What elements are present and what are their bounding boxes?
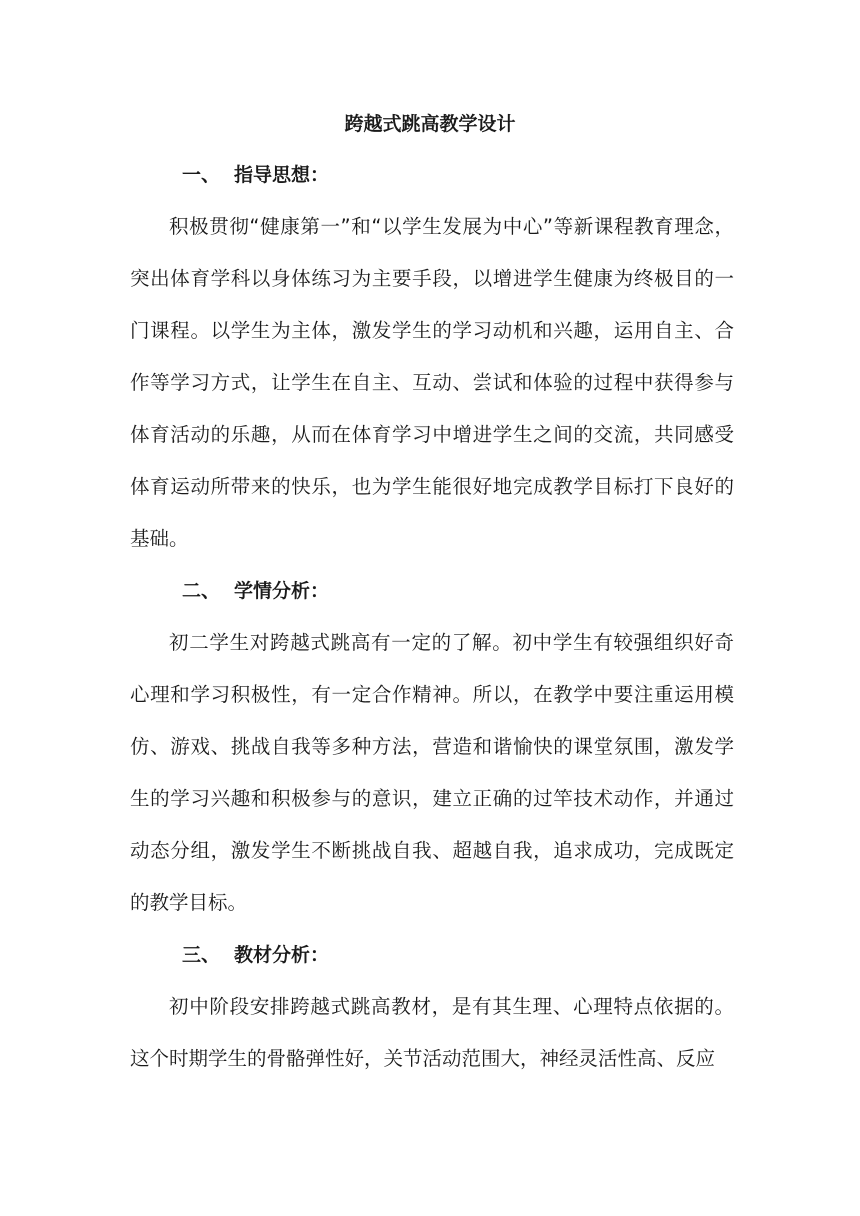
section-heading-text: 指导思想： [234,164,330,186]
section-paragraph: 初中阶段安排跨越式跳高教材，是有其生理、心理特点依据的。这个时期学生的骨骼弹性好，关节活动范围大，神经灵活性高、反应 [130,995,734,1070]
document-title: 跨越式跳高教学设计 [344,113,516,135]
section-number: 二、 [182,580,221,602]
section-heading-text: 教材分析： [234,944,330,966]
section-heading-text: 学情分析： [234,580,330,602]
section-paragraph: 积极贯彻“健康第一”和“以学生发展为中心”等新课程教育理念，突出体育学科以身体练习为主要手段，以增进学生健康为终极目的一门课程。以学生为主体，激发学生的学习动机和兴趣，运用自主、合作等学习方式，让学生在自主、互动、尝试和体验的过程中获得参与体育活动的乐趣，从而在体育学习中增进学生之间的交流，共同感受体育运动所带来的快乐，也为学生能很好地完成教学目标打下良好的基础。 [130,215,734,550]
section-number: 一、 [182,164,221,186]
section-heading-material-analysis [182,941,329,969]
section-paragraph: 初二学生对跨越式跳高有一定的了解。初中学生有较强组织好奇心理和学习积极性，有一定合作精神。所以，在教学中要注重运用模仿、游戏、挑战自我等多种方法，营造和谐愉快的课堂氛围，激发学生的学习兴趣和积极参与的意识，建立正确的过竿技术动作，并通过动态分组，激发学生不断挑战自我、超越自我，追求成功，完成既定的教学目标。 [130,631,734,914]
section-number: 三、 [182,944,221,966]
section-heading-guiding-thought [182,161,329,189]
section-heading-student-analysis [182,577,329,605]
